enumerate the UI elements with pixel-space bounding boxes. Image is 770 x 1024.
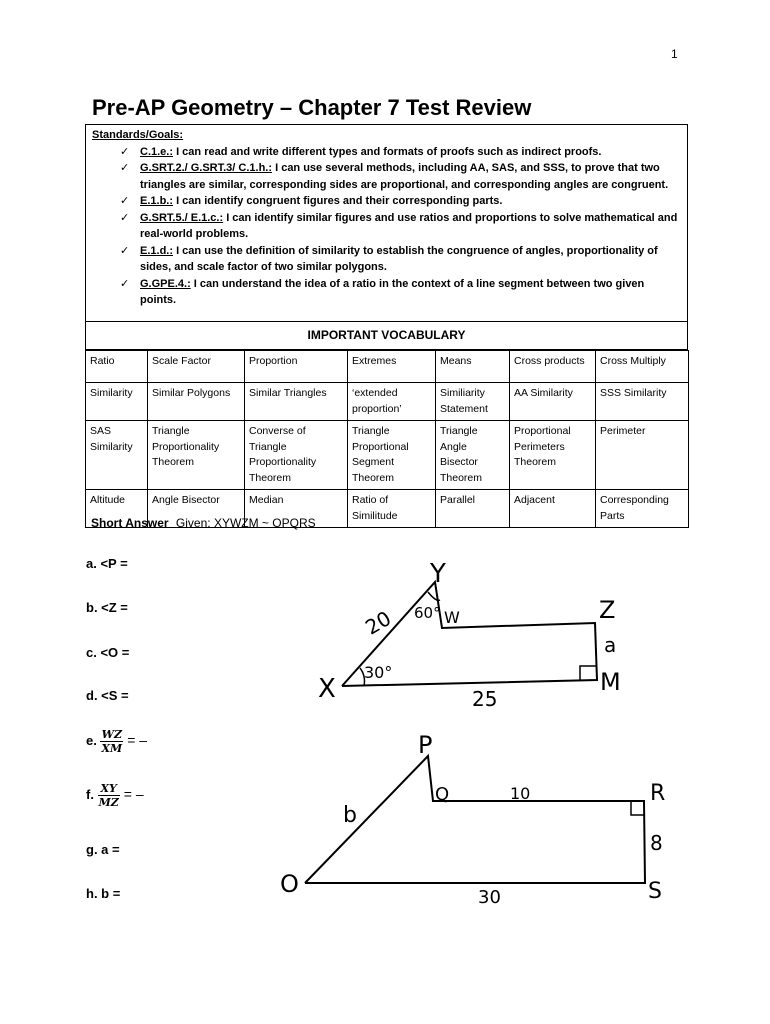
- vocab-cell: Angle Bisector: [148, 490, 245, 528]
- standard-code: G.SRT.5./ E.1.c.:: [140, 211, 224, 224]
- checkmark-icon: ✓: [120, 277, 130, 290]
- vocab-cell: AA Similarity: [510, 383, 596, 421]
- side-label-os: 30: [478, 887, 501, 908]
- vertex-label-q: Q: [435, 784, 450, 805]
- standard-code: E.1.b.:: [140, 195, 174, 207]
- right-angle-marker: [580, 666, 596, 680]
- vocab-cell: Parallel: [436, 490, 510, 528]
- vertex-label-r: R: [650, 781, 666, 806]
- short-answer-label: Short Answer: [91, 516, 169, 530]
- standards-label: Standards/Goals:: [92, 129, 184, 141]
- fraction-denominator: XM: [101, 742, 123, 755]
- standard-code: C.1.e.:: [140, 145, 174, 158]
- question-d: d. <S =: [86, 688, 129, 703]
- fraction-denominator: MZ: [98, 796, 119, 809]
- side-label-qr: 10: [510, 784, 531, 803]
- fraction-numerator: WZ: [101, 728, 123, 741]
- vocab-cell: Means: [436, 351, 510, 383]
- page-number: 1: [671, 47, 678, 61]
- vocab-cell: SAS Similarity: [86, 421, 148, 490]
- equals-blank: = –: [123, 785, 144, 802]
- vocab-cell: Cross products: [510, 351, 596, 383]
- checkmark-icon: ✓: [120, 145, 130, 158]
- side-label-xm: 25: [472, 687, 498, 711]
- checkmark-icon: ✓: [120, 244, 130, 257]
- vocab-cell: ‘extended proportion’: [348, 383, 436, 421]
- standard-text: I can identify congruent figures and their corresponding parts.: [173, 195, 503, 207]
- vocab-cell: SSS Similarity: [596, 383, 689, 421]
- vocab-cell: Scale Factor: [148, 351, 245, 383]
- vocab-cell: Ratio: [86, 351, 148, 383]
- vocab-cell: Converse of Triangle Proportionality Theorem: [245, 421, 348, 490]
- vocabulary-heading: IMPORTANT VOCABULARY: [85, 322, 688, 350]
- side-label-zm: a: [604, 633, 617, 657]
- question-b: b. <Z =: [86, 600, 128, 615]
- vocab-cell: Cross Multiply: [596, 351, 689, 383]
- question-g: g. a =: [86, 842, 120, 857]
- side-label-op: b: [343, 803, 357, 828]
- vocab-cell: Triangle Proportional Segment Theorem: [348, 421, 436, 490]
- question-h: h. b =: [86, 886, 121, 901]
- right-angle-marker: [631, 801, 645, 815]
- vocab-cell: Median: [245, 490, 348, 528]
- vertex-label-x: X: [318, 674, 336, 704]
- fraction-numerator: XY: [98, 782, 120, 796]
- vocab-cell: Triangle Angle Bisector Theorem: [436, 421, 510, 490]
- vertex-label-p: P: [418, 731, 433, 759]
- angle-label-x: 30°: [364, 663, 393, 682]
- vocab-cell: Perimeter: [596, 421, 689, 490]
- vocab-cell: Proportional Perimeters Theorem: [510, 421, 596, 490]
- angle-label-y: 60°: [414, 604, 441, 622]
- standard-code: E.1.d.:: [140, 244, 174, 257]
- vocab-cell: Corresponding Parts: [596, 490, 689, 528]
- standard-code: G.SRT.2./ G.SRT.3/ C.1.h.:: [140, 162, 273, 174]
- question-a: a. <P =: [86, 556, 128, 571]
- vocab-cell: Similiarity Statement: [436, 383, 510, 421]
- standard-code: G.GPE.4.:: [140, 277, 191, 290]
- question-f-label: f.: [86, 786, 94, 802]
- vocab-cell: Triangle Proportionality Theorem: [148, 421, 245, 490]
- standard-text: I can understand the idea of a ratio in the context of a line segment between two given points.: [140, 277, 645, 306]
- side-label-xy: 20: [361, 606, 396, 640]
- question-e-label: e.: [86, 732, 97, 748]
- vocab-cell: Ratio of Similitude: [348, 490, 436, 528]
- vocab-cell: Similar Triangles: [245, 383, 348, 421]
- vocab-cell: Extremes: [348, 351, 436, 383]
- vertex-label-w: W: [444, 608, 460, 627]
- vertex-label-m: M: [600, 668, 621, 696]
- vertex-label-z: Z: [599, 596, 616, 624]
- vertex-label-s: S: [648, 879, 662, 904]
- standard-text: I can use several methods, including AA, SAS, and SSS, to prove that two triangles are similar, corresponding sides are proportional, and corresponding angles are congruent.: [140, 162, 669, 191]
- vocab-cell: Similar Polygons: [148, 383, 245, 421]
- checkmark-icon: ✓: [120, 211, 130, 224]
- vertex-label-o: O: [280, 870, 299, 898]
- given-statement: Given: XYWZM ~ OPQRS: [175, 516, 316, 530]
- equals-blank: = –: [127, 731, 148, 748]
- checkmark-icon: ✓: [120, 195, 130, 207]
- side-label-rs: 8: [650, 831, 663, 855]
- vocab-cell: Similarity: [86, 383, 148, 421]
- standard-text: I can read and write different types and formats of proofs such as indirect proofs.: [173, 145, 602, 158]
- vocab-cell: Altitude: [86, 490, 148, 528]
- vocab-cell: Proportion: [245, 351, 348, 383]
- page-title: Pre-AP Geometry – Chapter 7 Test Review: [92, 95, 532, 120]
- checkmark-icon: ✓: [120, 162, 130, 174]
- standard-text: I can use the definition of similarity to establish the congruence of angles, proportionality of sides, and scale factor of two similar polygons.: [140, 244, 658, 273]
- vertex-label-y: Y: [430, 559, 446, 589]
- vocab-cell: Adjacent: [510, 490, 596, 528]
- standard-text: I can identify similar figures and use ratios and proportions to solve mathematical and real-world problems.: [140, 211, 678, 240]
- question-c: c. <O =: [86, 645, 130, 660]
